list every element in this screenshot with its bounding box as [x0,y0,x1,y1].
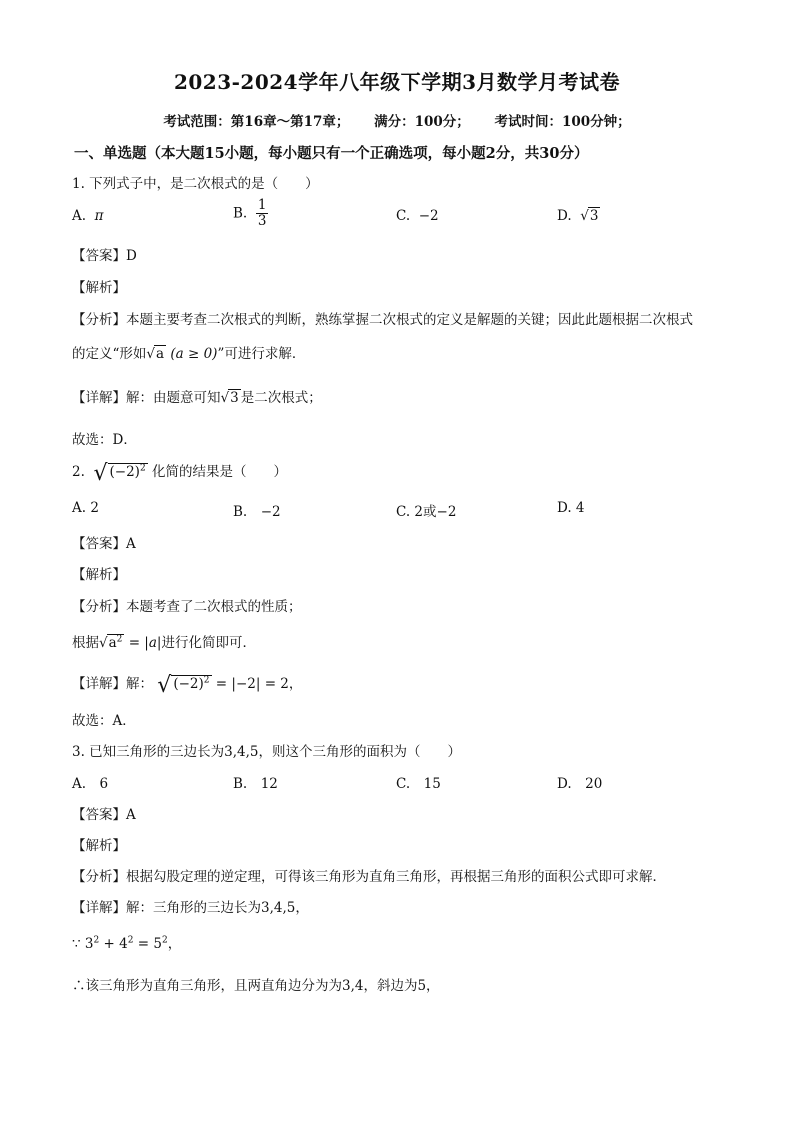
q3-answer: 【答案】A [72,807,136,823]
q1-analysis-line1: 【分析】本题主要考查二次根式的判断，熟练掌握二次根式的定义是解题的关键；因此此题根据二次根式 [72,312,693,328]
q3-detail-line1: 【详解】解：三角形的三边长为3,4,5， [72,900,309,916]
q1-option-a: A. π [72,208,104,224]
q1-detail: 【详解】解：由题意可知√3 是二次根式； [72,390,322,406]
q3-detail-line2: ∵ $3^2 + 4^2 = 5^2$， [72,935,182,952]
question-3-stem: 3. 已知三角形的三边长为3,4,5，则这个三角形的面积为（ ） [72,744,462,760]
q2-analysis-tag: 【解析】 [72,567,126,583]
q3-analysis-line1: 【分析】根据勾股定理的逆定理，可得该三角形为直角三角形，再根据三角形的面积公式即可求解． [72,869,666,885]
exam-info [0,110,794,130]
q2-option-a: A. 2 [72,500,99,516]
q2-analysis-line2: 根据$√a^2 = |a|$进行化简即可． [72,634,256,651]
q3-option-c: C. 15 [396,776,441,792]
q1-option-c: C. −2 [396,208,439,224]
q2-option-d: D. 4 [557,500,585,516]
q1-analysis-line2: 的定义“形如√a (a ≥ 0)”可进行求解． [72,346,306,362]
exam-time: 考试时间：100分钟； [494,114,631,130]
exam-score: 满分：100分； [374,114,470,130]
q1-answer: 【答案】D [72,248,137,264]
q1-option-d: D. √3 [557,208,599,224]
question-2-stem: 2. √ $(-2)^2$ 化简的结果是（ ） [72,461,287,486]
page-title: 2023-2024学年八年级下学期3月数学月考试卷 [173,70,621,94]
q2-option-c: C. 2或−2 [396,504,457,520]
q3-detail-line3: ∴该三角形为直角三角形，且两直角边分为为3,4，斜边为5， [72,978,440,994]
q3-option-a: A. 6 [72,776,109,792]
q2-option-b: B. −2 [233,504,281,520]
q2-analysis-line1: 【分析】本题考查了二次根式的性质； [72,599,302,615]
q1-analysis-tag: 【解析】 [72,280,126,296]
q2-answer: 【答案】A [72,536,136,552]
q2-choose: 故选：A． [72,713,136,729]
q3-option-b: B. 12 [233,776,278,792]
q3-analysis-tag: 【解析】 [72,838,126,854]
q1-option-b: B. $\frac{1}{3}$ [233,197,267,229]
exam-scope: 考试范围：第16章～第17章； [163,114,350,130]
question-1-stem: 1. 下列式子中，是二次根式的是（ ） [72,176,319,192]
q1-choose: 故选：D． [72,432,137,448]
section-heading: 一、单选题（本大题15小题，每小题只有一个正确选项，每小题2分，共30分） [74,145,589,162]
q2-detail: 【详解】解： √ $(-2)^2 = |-2| = 2$， [72,673,303,698]
q3-option-d: D. 20 [557,776,603,792]
